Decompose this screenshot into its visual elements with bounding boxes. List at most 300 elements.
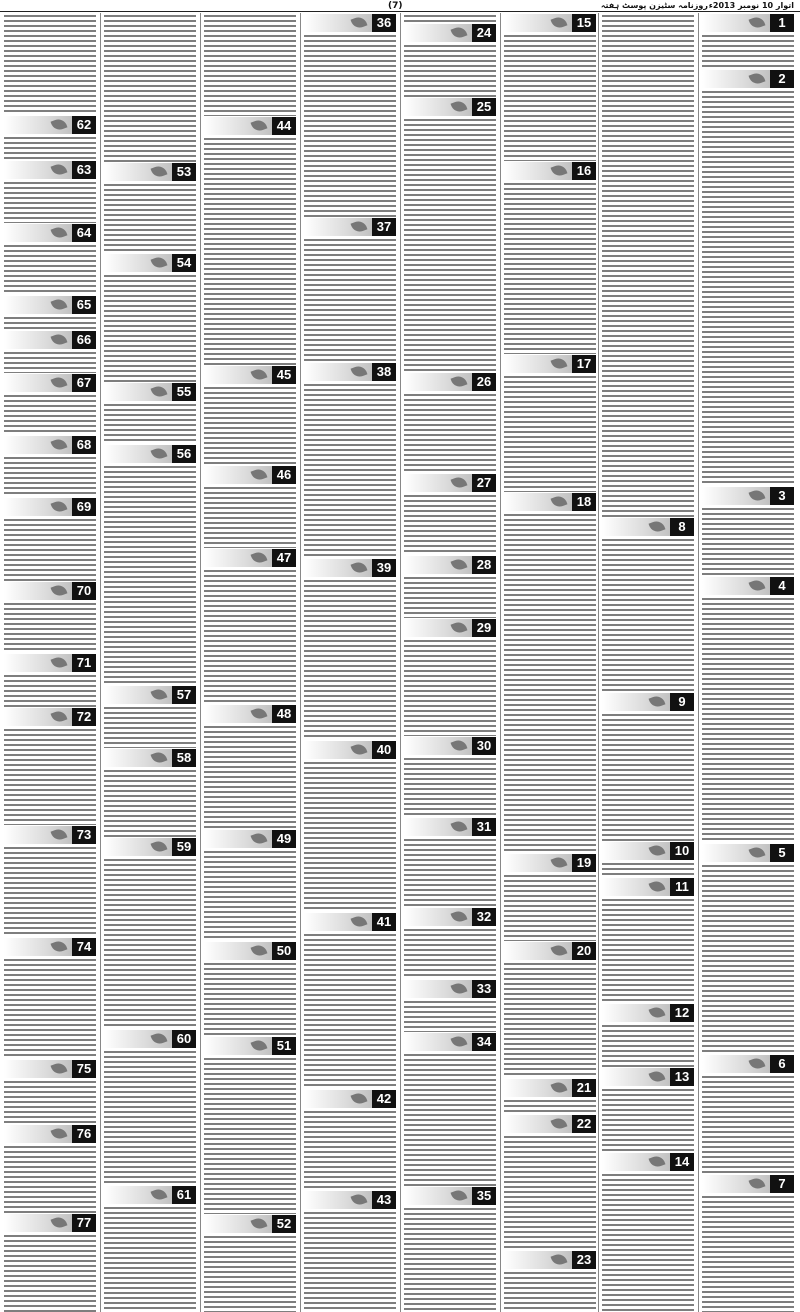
- article-text: [204, 485, 296, 548]
- article-text: [602, 13, 694, 517]
- article-text: [304, 760, 396, 912]
- item-number: 30: [472, 737, 496, 755]
- leaf-icon: [251, 706, 268, 721]
- leaf-icon: [151, 750, 168, 765]
- item-number: 3: [770, 487, 794, 505]
- item-number: 72: [72, 708, 96, 726]
- item-number: 56: [172, 445, 196, 463]
- article-text: [404, 1206, 496, 1312]
- item-number: 52: [272, 1215, 296, 1233]
- leaf-icon: [51, 162, 68, 177]
- leaf-icon: [451, 1188, 468, 1203]
- column-rule: [500, 13, 501, 1312]
- leaf-icon: [749, 71, 766, 86]
- text-lines: [304, 578, 396, 740]
- item-number: 7: [770, 1175, 794, 1193]
- column-5: [402, 13, 498, 1312]
- item-number: 77: [72, 1214, 96, 1232]
- text-lines: [104, 768, 196, 837]
- article-text: [404, 575, 496, 618]
- leaf-icon: [351, 560, 368, 575]
- leaf-icon: [51, 709, 68, 724]
- text-lines: [504, 1270, 596, 1312]
- item-number: 46: [272, 466, 296, 484]
- item-header: [4, 374, 96, 392]
- item-number: 58: [172, 749, 196, 767]
- item-number: 31: [472, 818, 496, 836]
- item-number: 75: [72, 1060, 96, 1078]
- newspaper-name: روزنامہ سٹیزن پوسٹ ہفتہ: [600, 1, 708, 10]
- text-lines: [504, 374, 596, 492]
- leaf-icon: [749, 488, 766, 503]
- item-number: 14: [670, 1153, 694, 1171]
- text-lines: [304, 237, 396, 362]
- item-number: 67: [72, 374, 96, 392]
- item-header: [702, 1175, 794, 1193]
- item-number: 13: [670, 1068, 694, 1086]
- leaf-icon: [51, 297, 68, 312]
- item-number: 38: [372, 363, 396, 381]
- item-header: [204, 705, 296, 723]
- item-header: [4, 1214, 96, 1232]
- text-lines: [702, 33, 794, 69]
- text-lines: [702, 1194, 794, 1312]
- text-lines: [4, 13, 96, 115]
- item-number: 8: [670, 518, 694, 536]
- text-lines: [4, 1233, 96, 1312]
- leaf-icon: [351, 914, 368, 929]
- leaf-icon: [551, 356, 568, 371]
- article-text: [104, 13, 196, 162]
- item-number: 39: [372, 559, 396, 577]
- article-text: [504, 374, 596, 492]
- text-lines: [204, 961, 296, 1036]
- item-header: [104, 383, 196, 401]
- article-text: [404, 638, 496, 736]
- text-lines: [204, 849, 296, 941]
- article-text: [4, 1144, 96, 1213]
- item-number: 44: [272, 117, 296, 135]
- leaf-icon: [551, 855, 568, 870]
- column-1: [2, 13, 98, 1312]
- text-lines: [104, 1205, 196, 1312]
- text-lines: [404, 392, 496, 473]
- article-text: [702, 89, 794, 486]
- text-lines: [404, 117, 496, 372]
- item-header: [4, 116, 96, 134]
- item-header: [304, 559, 396, 577]
- item-number: 24: [472, 24, 496, 42]
- article-text: [404, 392, 496, 473]
- text-lines: [702, 89, 794, 486]
- item-header: [404, 474, 496, 492]
- text-lines: [204, 136, 296, 365]
- item-number: 23: [572, 1251, 596, 1269]
- leaf-icon: [51, 939, 68, 954]
- item-header: [204, 117, 296, 135]
- item-header: [702, 577, 794, 595]
- article-text: [504, 1134, 596, 1250]
- article-text: [702, 1074, 794, 1174]
- article-text: [4, 243, 96, 295]
- text-lines: [4, 673, 96, 707]
- text-lines: [702, 1074, 794, 1174]
- item-header: [4, 436, 96, 454]
- article-text: [702, 33, 794, 69]
- page-number: (7): [388, 1, 403, 11]
- item-header: [304, 1090, 396, 1108]
- item-header: [204, 942, 296, 960]
- item-number: 51: [272, 1037, 296, 1055]
- leaf-icon: [151, 164, 168, 179]
- text-lines: [4, 517, 96, 581]
- column-rule: [300, 13, 301, 1312]
- item-header: [404, 818, 496, 836]
- text-lines: [4, 957, 96, 1059]
- article-text: [204, 136, 296, 365]
- article-text: [504, 512, 596, 853]
- leaf-icon: [51, 1215, 68, 1230]
- item-number: 65: [72, 296, 96, 314]
- item-header: [104, 838, 196, 856]
- item-header: [4, 1125, 96, 1143]
- text-lines: [104, 182, 196, 253]
- leaf-icon: [51, 375, 68, 390]
- item-number: 37: [372, 218, 396, 236]
- item-header: [504, 14, 596, 32]
- item-header: [504, 493, 596, 511]
- item-number: 28: [472, 556, 496, 574]
- item-number: 22: [572, 1115, 596, 1133]
- article-text: [404, 1052, 496, 1186]
- leaf-icon: [151, 839, 168, 854]
- item-header: [702, 844, 794, 862]
- leaf-icon: [451, 738, 468, 753]
- article-text: [304, 1109, 396, 1190]
- article-text: [104, 705, 196, 748]
- article-text: [4, 315, 96, 330]
- leaf-icon: [551, 1080, 568, 1095]
- article-text: [4, 1233, 96, 1312]
- item-number: 57: [172, 686, 196, 704]
- item-number: 62: [72, 116, 96, 134]
- item-header: [602, 1068, 694, 1086]
- text-lines: [204, 568, 296, 704]
- article-text: [4, 727, 96, 825]
- leaf-icon: [51, 117, 68, 132]
- item-header: [4, 654, 96, 672]
- item-number: 36: [372, 14, 396, 32]
- leaf-icon: [151, 255, 168, 270]
- leaf-icon: [251, 367, 268, 382]
- text-lines: [504, 873, 596, 941]
- article-text: [104, 1205, 196, 1312]
- newspaper-date: اتوار 10 نومبر 2013ء: [708, 1, 794, 10]
- leaf-icon: [351, 1091, 368, 1106]
- item-number: 69: [72, 498, 96, 516]
- item-number: 53: [172, 163, 196, 181]
- leaf-icon: [151, 1187, 168, 1202]
- article-text: [404, 13, 496, 23]
- text-lines: [404, 927, 496, 979]
- leaf-icon: [451, 557, 468, 572]
- article-text: [602, 897, 694, 1003]
- article-text: [4, 180, 96, 223]
- article-text: [204, 1234, 296, 1312]
- item-header: [304, 14, 396, 32]
- column-3: [202, 13, 298, 1312]
- item-header: [404, 98, 496, 116]
- leaf-icon: [51, 1126, 68, 1141]
- article-text: [504, 33, 596, 161]
- item-number: 61: [172, 1186, 196, 1204]
- item-header: [4, 826, 96, 844]
- item-header: [4, 1060, 96, 1078]
- leaf-icon: [649, 1005, 666, 1020]
- item-number: 47: [272, 549, 296, 567]
- item-number: 73: [72, 826, 96, 844]
- item-header: [104, 163, 196, 181]
- article-text: [204, 1056, 296, 1214]
- text-lines: [602, 861, 694, 877]
- leaf-icon: [451, 25, 468, 40]
- item-header: [404, 556, 496, 574]
- article-text: [4, 350, 96, 373]
- item-number: 43: [372, 1191, 396, 1209]
- item-number: 49: [272, 830, 296, 848]
- item-number: 70: [72, 582, 96, 600]
- text-lines: [204, 385, 296, 465]
- text-lines: [404, 756, 496, 817]
- leaf-icon: [351, 219, 368, 234]
- article-text: [204, 385, 296, 465]
- leaf-icon: [351, 1192, 368, 1207]
- column-rule: [100, 13, 101, 1312]
- item-header: [4, 498, 96, 516]
- article-text: [602, 1172, 694, 1312]
- text-lines: [204, 1056, 296, 1214]
- item-number: 33: [472, 980, 496, 998]
- text-lines: [4, 727, 96, 825]
- leaf-icon: [51, 583, 68, 598]
- article-text: [4, 601, 96, 653]
- text-lines: [4, 1079, 96, 1124]
- item-header: [404, 24, 496, 42]
- column-7: [600, 13, 696, 1312]
- leaf-icon: [749, 845, 766, 860]
- item-header: [4, 582, 96, 600]
- leaf-icon: [251, 467, 268, 482]
- text-lines: [504, 961, 596, 1078]
- text-lines: [702, 596, 794, 843]
- article-text: [404, 999, 496, 1032]
- leaf-icon: [551, 1116, 568, 1131]
- item-number: 15: [572, 14, 596, 32]
- article-text: [104, 182, 196, 253]
- leaf-icon: [749, 1176, 766, 1191]
- item-header: [504, 162, 596, 180]
- item-header: [404, 980, 496, 998]
- item-header: [504, 1251, 596, 1269]
- text-lines: [204, 1234, 296, 1312]
- item-header: [504, 1115, 596, 1133]
- article-text: [602, 1087, 694, 1152]
- item-header: [504, 854, 596, 872]
- leaf-icon: [51, 437, 68, 452]
- item-number: 19: [572, 854, 596, 872]
- text-lines: [602, 1087, 694, 1152]
- text-lines: [304, 382, 396, 558]
- item-number: 9: [670, 693, 694, 711]
- text-lines: [602, 712, 694, 841]
- leaf-icon: [51, 499, 68, 514]
- article-text: [104, 857, 196, 1029]
- leaf-icon: [351, 15, 368, 30]
- article-text: [104, 464, 196, 685]
- item-header: [204, 830, 296, 848]
- item-number: 26: [472, 373, 496, 391]
- item-header: [702, 70, 794, 88]
- leaf-icon: [649, 843, 666, 858]
- leaf-icon: [151, 446, 168, 461]
- item-number: 35: [472, 1187, 496, 1205]
- item-number: 21: [572, 1079, 596, 1097]
- item-header: [204, 549, 296, 567]
- text-lines: [404, 575, 496, 618]
- article-text: [404, 837, 496, 907]
- article-text: [104, 1049, 196, 1185]
- leaf-icon: [551, 15, 568, 30]
- item-number: 66: [72, 331, 96, 349]
- text-lines: [4, 393, 96, 435]
- article-text: [304, 1210, 396, 1312]
- article-text: [702, 596, 794, 843]
- text-lines: [104, 1049, 196, 1185]
- item-number: 20: [572, 942, 596, 960]
- item-header: [104, 749, 196, 767]
- item-header: [304, 741, 396, 759]
- item-header: [602, 693, 694, 711]
- item-number: 45: [272, 366, 296, 384]
- leaf-icon: [451, 981, 468, 996]
- text-lines: [404, 43, 496, 97]
- article-text: [304, 382, 396, 558]
- text-lines: [404, 493, 496, 555]
- item-number: 12: [670, 1004, 694, 1022]
- item-header: [504, 1079, 596, 1097]
- article-text: [304, 578, 396, 740]
- text-lines: [304, 932, 396, 1089]
- article-text: [602, 712, 694, 841]
- text-lines: [602, 897, 694, 1003]
- item-header: [4, 161, 96, 179]
- item-header: [304, 218, 396, 236]
- item-number: 32: [472, 908, 496, 926]
- item-header: [304, 363, 396, 381]
- article-text: [702, 506, 794, 576]
- item-number: 48: [272, 705, 296, 723]
- item-header: [602, 878, 694, 896]
- item-header: [404, 1187, 496, 1205]
- article-text: [404, 493, 496, 555]
- item-header: [504, 355, 596, 373]
- article-text: [504, 181, 596, 354]
- article-text: [104, 402, 196, 444]
- leaf-icon: [649, 519, 666, 534]
- item-number: 50: [272, 942, 296, 960]
- article-text: [404, 43, 496, 97]
- item-header: [4, 938, 96, 956]
- item-number: 64: [72, 224, 96, 242]
- item-number: 74: [72, 938, 96, 956]
- item-number: 59: [172, 838, 196, 856]
- article-text: [204, 961, 296, 1036]
- item-header: [204, 466, 296, 484]
- text-lines: [304, 760, 396, 912]
- item-number: 54: [172, 254, 196, 272]
- leaf-icon: [51, 827, 68, 842]
- item-header: [104, 254, 196, 272]
- text-lines: [4, 1144, 96, 1213]
- item-header: [4, 708, 96, 726]
- leaf-icon: [151, 384, 168, 399]
- article-text: [304, 237, 396, 362]
- text-lines: [404, 837, 496, 907]
- article-text: [504, 1270, 596, 1312]
- item-number: 17: [572, 355, 596, 373]
- article-text: [404, 756, 496, 817]
- item-header: [104, 1030, 196, 1048]
- article-text: [204, 13, 296, 116]
- item-header: [602, 842, 694, 860]
- item-number: 1: [770, 14, 794, 32]
- column-rule: [698, 13, 699, 1312]
- item-header: [204, 1215, 296, 1233]
- leaf-icon: [251, 1216, 268, 1231]
- item-number: 18: [572, 493, 596, 511]
- item-header: [702, 487, 794, 505]
- item-number: 42: [372, 1090, 396, 1108]
- text-lines: [602, 1023, 694, 1067]
- article-text: [602, 537, 694, 692]
- column-4: [302, 13, 398, 1312]
- article-text: [4, 455, 96, 497]
- item-number: 6: [770, 1055, 794, 1073]
- leaf-icon: [251, 831, 268, 846]
- leaf-icon: [451, 99, 468, 114]
- item-header: [304, 1191, 396, 1209]
- leaf-icon: [551, 943, 568, 958]
- item-header: [404, 1033, 496, 1051]
- article-text: [404, 117, 496, 372]
- item-header: [4, 331, 96, 349]
- leaf-icon: [649, 1069, 666, 1084]
- article-text: [4, 673, 96, 707]
- masthead: [0, 0, 800, 12]
- article-text: [4, 135, 96, 160]
- item-header: [504, 942, 596, 960]
- leaf-icon: [151, 1031, 168, 1046]
- article-text: [504, 961, 596, 1078]
- column-rule: [200, 13, 201, 1312]
- leaf-icon: [51, 655, 68, 670]
- item-number: 63: [72, 161, 96, 179]
- text-lines: [602, 1172, 694, 1312]
- text-lines: [104, 705, 196, 748]
- item-number: 5: [770, 844, 794, 862]
- article-text: [104, 273, 196, 382]
- article-text: [304, 932, 396, 1089]
